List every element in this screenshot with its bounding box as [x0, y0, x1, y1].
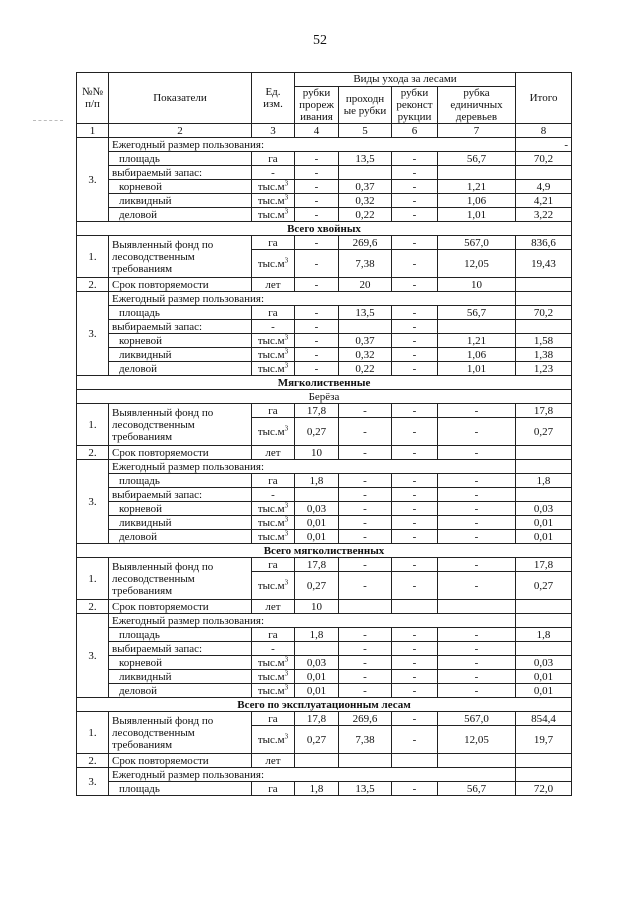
total-cell: [516, 292, 572, 306]
total-cell: 19,43: [516, 250, 572, 278]
annual-label: Ежегодный размер пользования:: [109, 460, 516, 474]
business-label: деловой: [109, 362, 252, 376]
unit-cell: га: [252, 236, 295, 250]
total-cell: 4,9: [516, 180, 572, 194]
colnum: 7: [438, 124, 516, 138]
value-cell: 1,8: [295, 474, 339, 488]
total-cell: 1,8: [516, 628, 572, 642]
section-soft: Мягколиственные: [77, 376, 572, 390]
liquid-label: ликвидный: [109, 348, 252, 362]
value-cell: -: [392, 656, 438, 670]
value-cell: -: [339, 530, 392, 544]
row-number: 2.: [77, 600, 109, 614]
value-cell: -: [339, 572, 392, 600]
stock-label: выбираемый запас:: [109, 642, 252, 656]
total-cell: [516, 642, 572, 656]
business-label: деловой: [109, 684, 252, 698]
total-cell: [516, 768, 572, 782]
value-cell: 12,05: [438, 250, 516, 278]
value-cell: -: [438, 516, 516, 530]
value-cell: [438, 166, 516, 180]
page-number: 52: [313, 33, 327, 48]
annual-label: Ежегодный размер пользования:: [109, 138, 516, 152]
unit-cell: $тыс.м^3$: [252, 418, 295, 446]
colnum: 6: [392, 124, 438, 138]
area-label: площадь: [109, 152, 252, 166]
value-cell: 20: [339, 278, 392, 292]
value-cell: [295, 754, 339, 768]
unit-cell: $тыс.м^3$: [252, 208, 295, 222]
value-cell: -: [339, 418, 392, 446]
unit-cell: га: [252, 628, 295, 642]
row-number: 1.: [77, 712, 109, 754]
value-cell: -: [339, 670, 392, 684]
header-reconstruction: рубки реконст рукции: [392, 87, 438, 124]
value-cell: -: [438, 656, 516, 670]
stock-label: выбираемый запас:: [109, 166, 252, 180]
value-cell: -: [295, 236, 339, 250]
value-cell: -: [295, 152, 339, 166]
value-cell: -: [438, 404, 516, 418]
unit-cell: га: [252, 782, 295, 796]
value-cell: -: [339, 446, 392, 460]
unit-cell: $тыс.м^3$: [252, 684, 295, 698]
value-cell: -: [295, 278, 339, 292]
row-number: 1.: [77, 236, 109, 278]
value-cell: -: [392, 362, 438, 376]
total-cell: 1,23: [516, 362, 572, 376]
unit-cell: $тыс.м^3$: [252, 656, 295, 670]
row-number: 1.: [77, 404, 109, 446]
value-cell: -: [392, 530, 438, 544]
value-cell: -: [295, 320, 339, 334]
value-cell: -: [339, 488, 392, 502]
root-label: корневой: [109, 334, 252, 348]
value-cell: -: [392, 166, 438, 180]
value-cell: -: [438, 684, 516, 698]
value-cell: -: [339, 642, 392, 656]
unit-cell: $тыс.м^3$: [252, 516, 295, 530]
value-cell: -: [392, 152, 438, 166]
section-total-all: Всего по эксплуатационным лесам: [77, 698, 572, 712]
value-cell: -: [392, 474, 438, 488]
total-cell: 3,22: [516, 208, 572, 222]
value-cell: -: [339, 516, 392, 530]
unit-cell: лет: [252, 278, 295, 292]
value-cell: [339, 320, 392, 334]
row-number: 2.: [77, 754, 109, 768]
value-cell: -: [438, 558, 516, 572]
value-cell: 0,01: [295, 670, 339, 684]
value-cell: 567,0: [438, 236, 516, 250]
total-cell: 19,7: [516, 726, 572, 754]
value-cell: 567,0: [438, 712, 516, 726]
value-cell: -: [392, 726, 438, 754]
unit-cell: $тыс.м^3$: [252, 726, 295, 754]
value-cell: 0,27: [295, 726, 339, 754]
row-number: 3.: [77, 768, 109, 796]
total-cell: [516, 320, 572, 334]
value-cell: -: [392, 194, 438, 208]
value-cell: [438, 754, 516, 768]
value-cell: 13,5: [339, 782, 392, 796]
value-cell: 13,5: [339, 152, 392, 166]
value-cell: -: [339, 502, 392, 516]
value-cell: 1,01: [438, 362, 516, 376]
value-cell: -: [295, 180, 339, 194]
area-label: площадь: [109, 628, 252, 642]
value-cell: [438, 600, 516, 614]
value-cell: 0,37: [339, 180, 392, 194]
unit-cell: $тыс.м^3$: [252, 348, 295, 362]
area-label: площадь: [109, 782, 252, 796]
value-cell: -: [392, 348, 438, 362]
value-cell: -: [438, 446, 516, 460]
unit-cell: лет: [252, 446, 295, 460]
unit-cell: га: [252, 152, 295, 166]
header-passage: проходн ые рубки: [339, 87, 392, 124]
value-cell: -: [392, 320, 438, 334]
scan-mark: [33, 120, 63, 121]
total-cell: [516, 460, 572, 474]
value-cell: 10: [438, 278, 516, 292]
value-cell: 1,06: [438, 194, 516, 208]
value-cell: -: [392, 558, 438, 572]
unit-cell: га: [252, 558, 295, 572]
value-cell: 0,03: [295, 502, 339, 516]
value-cell: -: [295, 306, 339, 320]
section-total-conif: Всего хвойных: [77, 222, 572, 236]
total-cell: [516, 166, 572, 180]
value-cell: 0,22: [339, 208, 392, 222]
stock-label: выбираемый запас:: [109, 488, 252, 502]
value-cell: -: [438, 474, 516, 488]
row-number: 3.: [77, 614, 109, 698]
unit-cell: $тыс.м^3$: [252, 250, 295, 278]
total-cell: 1,38: [516, 348, 572, 362]
value-cell: 13,5: [339, 306, 392, 320]
total-cell: [516, 446, 572, 460]
total-cell: 1,8: [516, 474, 572, 488]
value-cell: 56,7: [438, 782, 516, 796]
total-cell: [516, 754, 572, 768]
value-cell: 10: [295, 600, 339, 614]
total-cell: [516, 278, 572, 292]
value-cell: -: [438, 502, 516, 516]
liquid-label: ликвидный: [109, 516, 252, 530]
value-cell: -: [438, 670, 516, 684]
unit-cell: га: [252, 306, 295, 320]
value-cell: -: [438, 572, 516, 600]
unit-cell: $тыс.м^3$: [252, 334, 295, 348]
row-number: 3.: [77, 292, 109, 376]
total-cell: 0,01: [516, 670, 572, 684]
header-total: Итого: [516, 73, 572, 124]
unit-cell: $тыс.м^3$: [252, 180, 295, 194]
value-cell: -: [295, 334, 339, 348]
value-cell: [339, 166, 392, 180]
unit-cell: лет: [252, 600, 295, 614]
value-cell: 1,06: [438, 348, 516, 362]
total-cell: 1,58: [516, 334, 572, 348]
area-label: площадь: [109, 306, 252, 320]
value-cell: -: [438, 418, 516, 446]
root-label: корневой: [109, 656, 252, 670]
value-cell: 7,38: [339, 726, 392, 754]
value-cell: 17,8: [295, 712, 339, 726]
value-cell: 0,27: [295, 572, 339, 600]
unit-cell: -: [252, 166, 295, 180]
value-cell: -: [392, 642, 438, 656]
value-cell: -: [339, 404, 392, 418]
fund-label: Выявленный фонд по лесоводственным требованиям: [109, 558, 252, 600]
value-cell: -: [438, 488, 516, 502]
unit-cell: га: [252, 404, 295, 418]
value-cell: -: [339, 656, 392, 670]
value-cell: 1,8: [295, 628, 339, 642]
value-cell: 0,03: [295, 656, 339, 670]
stock-label: выбираемый запас:: [109, 320, 252, 334]
colnum: 8: [516, 124, 572, 138]
root-label: корневой: [109, 180, 252, 194]
unit-cell: лет: [252, 754, 295, 768]
value-cell: -: [392, 236, 438, 250]
value-cell: -: [392, 628, 438, 642]
liquid-label: ликвидный: [109, 194, 252, 208]
value-cell: -: [339, 684, 392, 698]
unit-cell: $тыс.м^3$: [252, 670, 295, 684]
total-cell: 854,4: [516, 712, 572, 726]
value-cell: 0,37: [339, 334, 392, 348]
value-cell: -: [339, 474, 392, 488]
total-cell: 0,03: [516, 656, 572, 670]
total-cell: 4,21: [516, 194, 572, 208]
value-cell: -: [392, 684, 438, 698]
value-cell: -: [392, 516, 438, 530]
colnum: 3: [252, 124, 295, 138]
header-indicators: Показатели: [109, 73, 252, 124]
colnum: 4: [295, 124, 339, 138]
value-cell: [339, 600, 392, 614]
total-cell: -: [516, 138, 572, 152]
value-cell: -: [392, 502, 438, 516]
value-cell: 12,05: [438, 726, 516, 754]
value-cell: 56,7: [438, 152, 516, 166]
value-cell: -: [392, 446, 438, 460]
value-cell: [392, 600, 438, 614]
value-cell: -: [392, 488, 438, 502]
liquid-label: ликвидный: [109, 670, 252, 684]
total-cell: [516, 614, 572, 628]
value-cell: 269,6: [339, 712, 392, 726]
value-cell: 269,6: [339, 236, 392, 250]
value-cell: 0,27: [295, 418, 339, 446]
value-cell: 0,01: [295, 516, 339, 530]
value-cell: 0,22: [339, 362, 392, 376]
row-number: 3.: [77, 138, 109, 222]
value-cell: -: [438, 628, 516, 642]
total-cell: 70,2: [516, 306, 572, 320]
value-cell: -: [392, 712, 438, 726]
fund-label: Выявленный фонд по лесоводственным требованиям: [109, 404, 252, 446]
total-cell: 0,27: [516, 572, 572, 600]
value-cell: [438, 320, 516, 334]
total-cell: 0,27: [516, 418, 572, 446]
annual-label: Ежегодный размер пользования:: [109, 768, 516, 782]
root-label: корневой: [109, 502, 252, 516]
value-cell: -: [339, 628, 392, 642]
fund-label: Выявленный фонд по лесоводственным требованиям: [109, 236, 252, 278]
total-cell: [516, 600, 572, 614]
total-cell: [516, 488, 572, 502]
header-thinning: рубки прореж ивания: [295, 87, 339, 124]
value-cell: -: [392, 670, 438, 684]
value-cell: -: [438, 642, 516, 656]
value-cell: [339, 754, 392, 768]
value-cell: 10: [295, 446, 339, 460]
colnum: 1: [77, 124, 109, 138]
area-label: площадь: [109, 474, 252, 488]
unit-cell: $тыс.м^3$: [252, 572, 295, 600]
value-cell: 0,32: [339, 194, 392, 208]
header-group: Виды ухода за лесами: [295, 73, 516, 87]
total-cell: 0,01: [516, 684, 572, 698]
value-cell: -: [392, 418, 438, 446]
value-cell: 1,21: [438, 334, 516, 348]
total-cell: 0,03: [516, 502, 572, 516]
value-cell: -: [392, 572, 438, 600]
unit-cell: га: [252, 712, 295, 726]
value-cell: [392, 754, 438, 768]
value-cell: -: [295, 362, 339, 376]
header-unit: Ед. изм.: [252, 73, 295, 124]
value-cell: -: [392, 334, 438, 348]
annual-label: Ежегодный размер пользования:: [109, 614, 516, 628]
value-cell: 56,7: [438, 306, 516, 320]
total-cell: 17,8: [516, 404, 572, 418]
value-cell: -: [392, 250, 438, 278]
fund-label: Выявленный фонд по лесоводственным требованиям: [109, 712, 252, 754]
value-cell: 7,38: [339, 250, 392, 278]
value-cell: -: [392, 404, 438, 418]
value-cell: -: [438, 530, 516, 544]
value-cell: 1,01: [438, 208, 516, 222]
value-cell: -: [392, 306, 438, 320]
row-number: 2.: [77, 278, 109, 292]
value-cell: -: [295, 208, 339, 222]
value-cell: -: [392, 208, 438, 222]
unit-cell: -: [252, 320, 295, 334]
colnum: 2: [109, 124, 252, 138]
repeat-label: Срок повторяемости: [109, 278, 252, 292]
value-cell: -: [392, 782, 438, 796]
value-cell: -: [392, 180, 438, 194]
row-number: 2.: [77, 446, 109, 460]
value-cell: -: [295, 348, 339, 362]
value-cell: [295, 642, 339, 656]
unit-cell: $тыс.м^3$: [252, 502, 295, 516]
row-number: 1.: [77, 558, 109, 600]
colnum: 5: [339, 124, 392, 138]
repeat-label: Срок повторяемости: [109, 600, 252, 614]
value-cell: -: [392, 278, 438, 292]
section-total-soft: Всего мягколиственных: [77, 544, 572, 558]
value-cell: -: [295, 166, 339, 180]
total-cell: 70,2: [516, 152, 572, 166]
value-cell: -: [295, 194, 339, 208]
total-cell: 0,01: [516, 530, 572, 544]
unit-cell: -: [252, 488, 295, 502]
unit-cell: $тыс.м^3$: [252, 362, 295, 376]
total-cell: 836,6: [516, 236, 572, 250]
value-cell: 17,8: [295, 404, 339, 418]
value-cell: 1,8: [295, 782, 339, 796]
unit-cell: $тыс.м^3$: [252, 194, 295, 208]
unit-cell: $тыс.м^3$: [252, 530, 295, 544]
value-cell: 0,01: [295, 684, 339, 698]
forest-care-table: [76, 72, 572, 796]
total-cell: 17,8: [516, 558, 572, 572]
header-num: №№ п/п: [77, 73, 109, 124]
value-cell: -: [295, 250, 339, 278]
header-single-trees: рубка единичных деревьев: [438, 87, 516, 124]
total-cell: 72,0: [516, 782, 572, 796]
value-cell: 17,8: [295, 558, 339, 572]
repeat-label: Срок повторяемости: [109, 754, 252, 768]
value-cell: [295, 488, 339, 502]
value-cell: 0,01: [295, 530, 339, 544]
row-number: 3.: [77, 460, 109, 544]
value-cell: 0,32: [339, 348, 392, 362]
total-cell: 0,01: [516, 516, 572, 530]
unit-cell: га: [252, 474, 295, 488]
repeat-label: Срок повторяемости: [109, 446, 252, 460]
unit-cell: -: [252, 642, 295, 656]
value-cell: 1,21: [438, 180, 516, 194]
value-cell: -: [339, 558, 392, 572]
section-birch: Берёза: [77, 390, 572, 404]
business-label: деловой: [109, 208, 252, 222]
business-label: деловой: [109, 530, 252, 544]
annual-label: Ежегодный размер пользования:: [109, 292, 516, 306]
